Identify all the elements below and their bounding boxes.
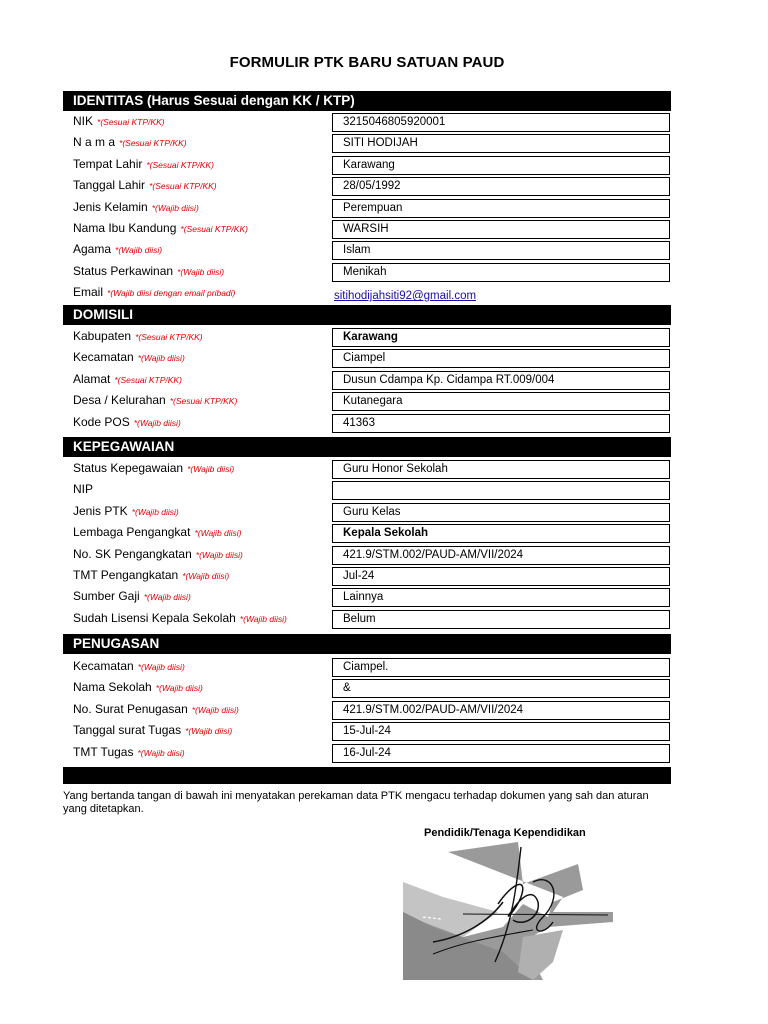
tanggal-lahir-field[interactable]: 28/05/1992 — [332, 177, 670, 196]
field-row-tanggal-lahir — [63, 176, 671, 197]
required-note: *(Wajib diisi) — [137, 353, 185, 364]
required-note: *(Wajib diisi) — [115, 245, 163, 256]
field-label: Sumber Gaji — [73, 589, 140, 604]
footer-bar — [63, 767, 671, 784]
field-label: NIK — [73, 114, 94, 128]
required-note: *(Sesuai KTP/KK) — [146, 159, 214, 170]
field-label: Lembaga Pengangkat — [73, 525, 191, 540]
field-row-tanggal-surat-tugas — [63, 721, 671, 742]
no-sk-field[interactable]: 421.9/STM.002/PAUD-AM/VII/2024 — [332, 546, 670, 565]
field-label: No. Surat Penugasan — [73, 701, 188, 716]
required-note: *(Sesuai KTP/KK) — [180, 223, 248, 234]
field-row-jenis-kelamin — [63, 198, 671, 219]
field-row-agama — [63, 240, 671, 261]
nip-field[interactable] — [332, 481, 670, 500]
required-note: *(Wajib diisi) — [143, 592, 191, 603]
field-label: Tempat Lahir — [73, 156, 143, 171]
required-note: *(Sesuai KTP/KK) — [169, 396, 238, 407]
required-note: *(Sesuai KTP/KK) — [149, 181, 217, 192]
field-row-no-surat-penugasan — [63, 700, 671, 721]
required-note: *(Wajib diisi) — [187, 464, 235, 474]
section-header-identitas: IDENTITAS (Harus Sesuai dengan KK / KTP) — [63, 91, 671, 111]
sumber-gaji-field[interactable]: Lainnya — [332, 588, 670, 607]
field-label: Kode POS — [73, 414, 130, 429]
field-label: Tanggal Lahir — [73, 178, 146, 193]
field-label: TMT Pengangkatan — [73, 567, 179, 582]
tmt-pengangkatan-field[interactable]: Jul-24 — [332, 567, 670, 586]
field-row-lembaga-pengangkat — [63, 523, 671, 544]
field-row-status-perkawinan — [63, 262, 671, 283]
field-label: TMT Tugas — [73, 744, 134, 759]
no-surat-penugasan-field[interactable]: 421.9/STM.002/PAUD-AM/VII/2024 — [332, 701, 670, 720]
required-note: *(Wajib diisi dengan email pribadi) — [107, 288, 236, 299]
section-domisili — [63, 305, 671, 434]
status-perkawinan-field[interactable]: Menikah — [332, 263, 670, 282]
field-label: Kecamatan — [73, 659, 134, 673]
field-row-kecamatan — [63, 348, 671, 369]
lembaga-pengangkat-field[interactable]: Kepala Sekolah — [332, 524, 670, 543]
field-row-lisensi-kepala-sekolah — [63, 609, 671, 630]
required-note: *(Wajib diisi) — [194, 528, 242, 539]
field-row-tmt-pengangkatan — [63, 566, 671, 587]
nama-ibu-field[interactable]: WARSIH — [332, 220, 670, 239]
kode-pos-field[interactable]: 41363 — [332, 414, 670, 433]
status-kepegawaian-field[interactable]: Guru Honor Sekolah — [332, 460, 670, 479]
field-label: Agama — [73, 242, 112, 257]
required-note: *(Wajib diisi) — [131, 506, 179, 517]
declaration-text: Yang bertanda tangan di bawah ini menyatakan perekaman data PTK mengacu terhadap dokumen yang sah dan aturan yang ditetapkan. — [63, 790, 649, 815]
field-label: Status Kepegawaian — [73, 461, 184, 475]
required-note: *(Wajib diisi) — [137, 747, 185, 758]
tmt-tugas-field[interactable]: 16-Jul-24 — [332, 744, 670, 763]
required-note: *(Sesuai KTP/KK) — [114, 374, 182, 385]
required-note: *(Wajib diisi) — [151, 202, 199, 213]
required-note: *(Wajib diisi) — [155, 683, 203, 694]
field-label: Email — [73, 285, 104, 300]
field-label: Tanggal surat Tugas — [73, 723, 182, 738]
kecamatan-field[interactable]: Ciampel — [332, 349, 670, 368]
field-row-nama-ibu — [63, 219, 671, 240]
kabupaten-field[interactable]: Karawang — [332, 328, 670, 347]
field-row-email — [63, 283, 671, 304]
nama-field[interactable]: SITI HODIJAH — [332, 134, 670, 153]
required-note: *(Wajib diisi) — [185, 726, 233, 737]
field-row-sumber-gaji — [63, 587, 671, 608]
field-label: Sudah Lisensi Kepala Sekolah — [73, 610, 236, 625]
field-row-alamat — [63, 370, 671, 391]
field-row-nama — [63, 133, 671, 154]
field-row-jenis-ptk — [63, 502, 671, 523]
field-row-kode-pos — [63, 413, 671, 434]
field-row-kecamatan-tugas — [63, 657, 671, 678]
field-row-tmt-tugas — [63, 743, 671, 764]
required-note: *(Wajib diisi) — [137, 662, 185, 672]
field-row-nik — [63, 112, 671, 133]
field-row-status-kepegawaian — [63, 459, 671, 480]
required-note: *(Wajib diisi) — [195, 549, 243, 560]
required-note: *(Sesuai KTP/KK) — [97, 117, 165, 127]
nama-sekolah-field[interactable]: & — [332, 679, 670, 698]
required-note: *(Wajib diisi) — [191, 704, 239, 715]
section-header-penugasan: PENUGASAN — [63, 634, 671, 654]
field-label: Nama Sekolah — [73, 680, 152, 695]
tempat-lahir-field[interactable]: Karawang — [332, 156, 670, 175]
section-penugasan — [63, 634, 671, 764]
required-note: *(Wajib diisi) — [239, 613, 287, 624]
required-note: *(Sesuai KTP/KK) — [135, 332, 203, 342]
section-header-kepegawaian: KEPEGAWAIAN — [63, 437, 671, 457]
field-label: No. SK Pengangkatan — [73, 546, 192, 561]
field-label: Status Perkawinan — [73, 263, 174, 278]
field-row-tempat-lahir — [63, 155, 671, 176]
field-row-no-sk — [63, 545, 671, 566]
kecamatan-tugas-field[interactable]: Ciampel. — [332, 658, 670, 677]
required-note: *(Sesuai KTP/KK) — [119, 138, 187, 149]
field-row-kabupaten — [63, 327, 671, 348]
field-label: Kecamatan — [73, 350, 134, 365]
jenis-kelamin-field[interactable]: Perempuan — [332, 199, 670, 218]
field-label: NIP — [73, 482, 94, 497]
desa-field[interactable]: Kutanegara — [332, 392, 670, 411]
field-label: Jenis Kelamin — [73, 199, 148, 214]
field-row-nip — [63, 480, 671, 501]
field-label: N a m a — [73, 135, 116, 150]
alamat-field[interactable]: Dusun Cdampa Kp. Cidampa RT.009/004 — [332, 371, 670, 390]
field-label: Nama Ibu Kandung — [73, 220, 177, 235]
required-note: *(Wajib diisi) — [133, 417, 181, 428]
field-label: Desa / Kelurahan — [73, 393, 166, 408]
page-title: FORMULIR PTK BARU SATUAN PAUD — [229, 54, 505, 71]
field-label: Jenis PTK — [73, 503, 128, 518]
tanggal-surat-tugas-field[interactable]: 15-Jul-24 — [332, 722, 670, 741]
nik-field[interactable]: 3215046805920001 — [332, 113, 670, 132]
signature-image — [403, 842, 613, 980]
required-note: *(Wajib diisi) — [182, 570, 230, 581]
section-identitas — [63, 91, 671, 305]
signature-title: Pendidik/Tenaga Kependidikan — [424, 827, 586, 839]
field-label: Alamat — [73, 371, 111, 386]
section-kepegawaian — [63, 437, 671, 630]
agama-field[interactable]: Islam — [332, 241, 670, 260]
required-note: *(Wajib diisi) — [177, 266, 225, 277]
lisensi-field[interactable]: Belum — [332, 610, 670, 629]
field-row-desa — [63, 391, 671, 412]
section-header-domisili: DOMISILI — [63, 305, 671, 325]
email-link[interactable]: sitihodijahsiti92@gmail.com — [334, 290, 477, 303]
field-label: Kabupaten — [73, 329, 132, 343]
jenis-ptk-field[interactable]: Guru Kelas — [332, 503, 670, 522]
field-row-nama-sekolah — [63, 678, 671, 699]
